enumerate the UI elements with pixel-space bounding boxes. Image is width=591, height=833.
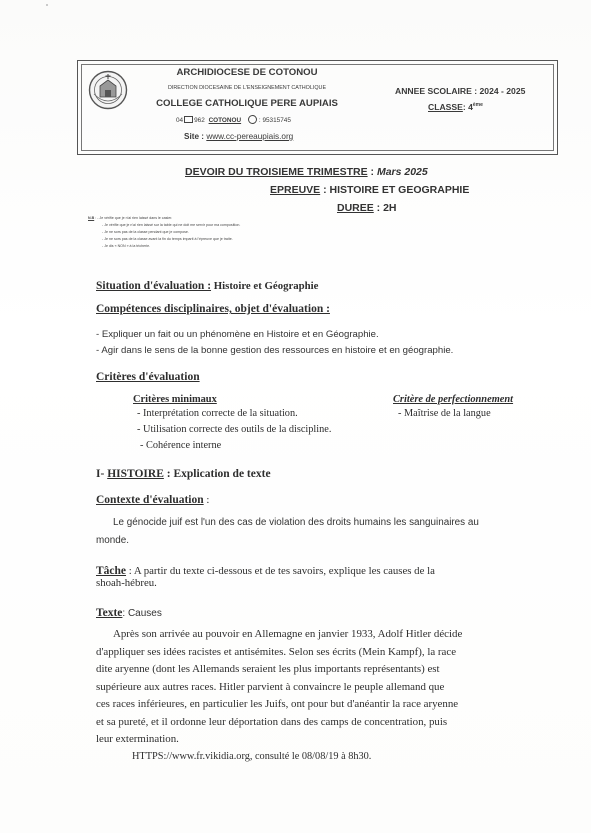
nb-rule: - Je ne sors pas de la classe pendant que je compose. bbox=[102, 230, 189, 234]
duree-label: DUREE bbox=[337, 202, 374, 214]
contact-phone: : 95315745 bbox=[258, 117, 291, 125]
contact-line bbox=[176, 116, 291, 125]
situation-subject: Histoire et Géographie bbox=[211, 280, 319, 292]
critere-minimal-item: - Utilisation correcte des outils de la discipline. bbox=[137, 424, 332, 435]
texte-line bbox=[96, 603, 162, 621]
epreuve-line bbox=[270, 180, 469, 198]
class-value: : 4 bbox=[462, 102, 473, 112]
paragraph-line: ces races inférieures, en particulier les Juifs, ont pour but d'anéantir la race aryenne bbox=[96, 698, 459, 710]
class-label: CLASSE bbox=[428, 102, 463, 112]
site-url[interactable]: www.cc-pereaupiais.org bbox=[206, 132, 294, 141]
exam-title-sep: : bbox=[367, 166, 377, 178]
contexte-heading: Contexte d'évaluation bbox=[96, 494, 204, 506]
contexte-line: monde. bbox=[96, 535, 129, 546]
contexte-line: Le génocide juif est l'un des cas de violation des droits humains les sanguinaires au bbox=[113, 517, 479, 528]
school-year: ANNEE SCOLAIRE : 2024 - 2025 bbox=[395, 86, 526, 96]
histoire-prefix: I- bbox=[96, 468, 108, 480]
critere-minimal-item: - Cohérence interne bbox=[140, 440, 222, 451]
contact-number: 962 bbox=[194, 117, 205, 125]
paragraph-line: et sa pureté, et il ordonne leur déportation dans des camps de concentration, puis bbox=[96, 715, 448, 728]
criteres-heading: Critères d'évaluation bbox=[96, 371, 200, 383]
phone-icon bbox=[248, 115, 257, 124]
exam-title: DEVOIR DU TROISIEME TRIMESTRE bbox=[185, 166, 368, 178]
competence-item: - Agir dans le sens de la bonne gestion des ressources en histoire et en géographie. bbox=[96, 345, 454, 356]
nb-rule: - Je ne sors pas de la classe avant la fin du temps imparti à l'épreuve que je traite. bbox=[102, 237, 233, 241]
paragraph-line: supérieure aux autres races. Hitler parvient à convaincre le peuple allemand que bbox=[96, 680, 445, 693]
critere-perfectionnement-item: - Maîtrise de la langue bbox=[398, 408, 491, 419]
contact-city: COTONOU bbox=[208, 117, 242, 125]
texte-value: : Causes bbox=[122, 608, 162, 619]
exam-title-line bbox=[185, 162, 428, 180]
nb-rule: - Je vérifie que je n'ai rien laissé sur la table qui ne doit me servir pour ma composition. bbox=[102, 223, 241, 227]
scan-speck bbox=[46, 4, 48, 6]
paragraph-line: dite aryenne (dont les Allemands seraient les plus importants représentants) est bbox=[96, 663, 440, 675]
contexte-heading-line bbox=[96, 490, 209, 508]
tache-text: : A partir du texte ci-dessous et de tes savoirs, explique les causes de la bbox=[126, 565, 435, 577]
paragraph-line: d'appliquer ses idées racistes et antisémites. Selon ses écrits (Mein Kampf), la race bbox=[96, 645, 457, 658]
site-label: Site : bbox=[184, 132, 205, 141]
nb-rule: - Je dis « NON » à la tricherie. bbox=[102, 244, 151, 248]
duree-line bbox=[337, 198, 397, 216]
criteres-minimaux-label: Critères minimaux bbox=[133, 394, 217, 405]
nb-label: N.B bbox=[88, 216, 95, 220]
histoire-subtitle: : Explication de texte bbox=[163, 468, 271, 480]
nb-rule: : - Je vérifie que je n'ai rien laissé dans le casier. bbox=[95, 216, 173, 220]
tache-text: shoah-hébreu. bbox=[96, 577, 157, 589]
tache-label: Tâche bbox=[96, 565, 127, 577]
histoire-heading: HISTOIRE bbox=[107, 468, 164, 480]
text-source: HTTPS://www.fr.vikidia.org, consulté le 08/08/19 à 8h30. bbox=[132, 751, 372, 762]
direction-name: DIRECTION DIOCESAINE DE L'ENSEIGNEMENT CATHOLIQUE bbox=[167, 85, 327, 91]
college-seal-icon bbox=[88, 70, 128, 110]
histoire-heading-line bbox=[96, 464, 271, 482]
texte-label: Texte bbox=[96, 607, 123, 619]
epreuve-value: : HISTOIRE ET GEOGRAPHIE bbox=[320, 184, 470, 196]
critere-perfectionnement-label: Critère de perfectionnement bbox=[393, 394, 514, 405]
situation-line bbox=[96, 276, 318, 294]
contact-bp: 04 bbox=[176, 117, 184, 125]
class-line bbox=[428, 102, 483, 112]
competences-heading: Compétences disciplinaires, objet d'évaluation : bbox=[96, 303, 330, 315]
competence-item: - Expliquer un fait ou un phénomène en Histoire et en Géographie. bbox=[96, 329, 379, 340]
college-name: COLLEGE CATHOLIQUE PERE AUPIAIS bbox=[156, 98, 338, 109]
epreuve-label: EPREUVE bbox=[270, 184, 321, 196]
duree-value: : 2H bbox=[373, 202, 397, 214]
paragraph-line: Après son arrivée au pouvoir en Allemagne en janvier 1933, Adolf Hitler décide bbox=[113, 628, 463, 640]
histoire-text-paragraph bbox=[96, 626, 462, 749]
contexte-colon: : bbox=[203, 494, 210, 506]
paragraph-line: leur extermination. bbox=[96, 733, 179, 745]
org-name: ARCHIDIOCESE DE COTONOU bbox=[176, 67, 318, 78]
critere-minimal-item: - Interprétation correcte de la situation. bbox=[137, 408, 298, 419]
situation-heading: Situation d'évaluation : bbox=[96, 280, 212, 292]
mail-icon bbox=[184, 116, 193, 123]
exam-date: Mars 2025 bbox=[376, 166, 428, 178]
nb-line-1 bbox=[88, 216, 172, 220]
site-line bbox=[184, 132, 293, 141]
class-sup: ème bbox=[472, 102, 483, 109]
